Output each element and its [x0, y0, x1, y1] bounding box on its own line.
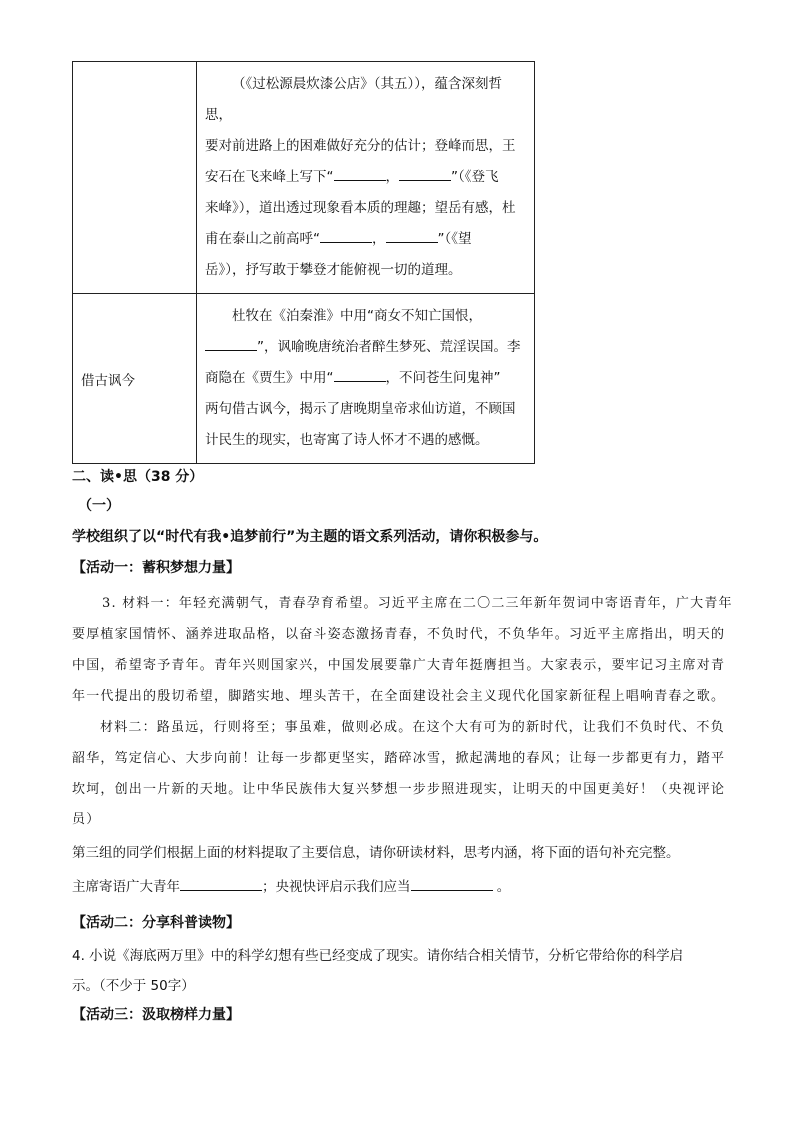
material-1-line: 3. 材料一：年轻充满朝气，青春孕育希望。习近平主席在二〇二三年新年贺词中寄语青年，广大青年 — [102, 596, 733, 611]
material-2-line: 员） — [72, 812, 101, 827]
text-line: 杜牧在《泊秦淮》中用“商女不知亡国恨， — [232, 308, 482, 324]
text-segment: ”（《望 — [437, 231, 472, 247]
text-line: 要对前进路上的困难做好充分的估计；登峰而思，王 — [205, 138, 516, 154]
text-line: 岳》），抒写敢于攀登才能俯视一切的道理。 — [205, 262, 462, 278]
table-row — [73, 62, 535, 294]
fill-blank[interactable] — [399, 166, 451, 181]
section-title: 二、读•思（38 分） — [72, 469, 204, 485]
text-segment: ”（《登飞 — [451, 169, 499, 185]
material-2-line: 坎坷，创出一片新的天地。让中华民族伟大复兴梦想一步步照进现实，让明天的中国更美好！（央视评论 — [72, 782, 726, 797]
activity-1-title: 【活动一：蓄积梦想力量】 — [72, 560, 240, 576]
material-2-line: 材料二：路虽远，行则将至；事虽难，做则必成。在这个大有可为的新时代，让我们不负时代、不负 — [100, 720, 725, 735]
text-line: 计民生的现实，也寄寓了诗人怀才不遇的感慨。 — [205, 432, 489, 448]
material-1-line: 中国，希望寄予青年。青年兴则国家兴，中国发展要靠广大青年挺膺担当。大家表示，要牢记习主席对青 — [72, 658, 726, 673]
fill-sentence — [72, 875, 510, 895]
text-line — [205, 162, 526, 193]
fill-blank[interactable] — [180, 876, 262, 891]
text-segment: ；央视快评启示我们应当 — [262, 879, 411, 895]
text-segment: 。 — [496, 879, 511, 895]
material-1-line: 年一代提出的殷切希望，脚踏实地、埋头苦干，在全面建设社会主义现代化国家新征程上唱响青春之歌。 — [72, 689, 726, 704]
fill-blank[interactable] — [334, 367, 386, 382]
text-line: 来峰》），道出透过现象看本质的理趣；望岳有感，杜 — [205, 200, 516, 216]
question-4-line: 4. 小说《海底两万里》中的科学幻想有些已经变成了现实。请你结合相关情节，分析它带给你的科学启 — [72, 948, 684, 964]
section-subtitle: （一） — [78, 498, 120, 514]
fill-blank[interactable] — [386, 228, 438, 243]
fill-blank[interactable] — [334, 166, 386, 181]
text-line — [205, 224, 526, 255]
text-line — [205, 363, 526, 394]
fill-blank[interactable] — [411, 876, 493, 891]
section-intro: 学校组织了以“时代有我•追梦前行”为主题的语文系列活动，请你积极参与。 — [72, 529, 548, 545]
fill-blank[interactable] — [320, 228, 372, 243]
fill-blank[interactable] — [205, 336, 257, 351]
table-row — [73, 294, 535, 464]
text-line: 两句借古讽今，揭示了唐晚期皇帝求仙访道，不顾国 — [205, 401, 516, 417]
text-line — [205, 332, 526, 363]
text-line: （《过松源晨炊漆公店》（其五）），蕴含深刻哲思， — [205, 76, 502, 123]
comma: ， — [385, 169, 399, 185]
material-1-line: 要厚植家国情怀、涵养进取品格，以奋斗姿态激扬青春，不负时代，不负华年。习近平主席指出，明天的 — [72, 627, 726, 642]
row-label — [73, 62, 197, 294]
text-segment: 主席寄语广大青年 — [72, 879, 180, 895]
text-segment: 商隐在《贾生》中用“ — [205, 370, 334, 386]
question-4-line: 示。（不少于 50字） — [72, 978, 195, 994]
task-instruction: 第三组的同学们根据上面的材料提取了主要信息，请你研读材料，思考内涵，将下面的语句补充完整。 — [72, 845, 680, 861]
material-2-line: 韶华，笃定信心、大步向前！让每一步都更坚实，踏碎冰雪，掀起满地的春风；让每一步都更有力，踏平 — [72, 751, 726, 766]
activity-3-title: 【活动三：汲取榜样力量】 — [72, 1007, 240, 1023]
comma: ， — [372, 231, 386, 247]
row-label: 借古讽今 — [73, 294, 197, 464]
activity-2-title: 【活动二：分享科普读物】 — [72, 915, 240, 931]
text-segment: 安石在飞来峰上写下“ — [205, 169, 334, 185]
poem-table — [72, 61, 535, 464]
row-content — [197, 294, 535, 464]
text-segment: 甫在泰山之前高呼“ — [205, 231, 320, 247]
text-segment: ”，讽喻晚唐统治者醉生梦死、荒淫误国。李 — [257, 339, 521, 355]
row-content — [197, 62, 535, 294]
text-segment: ，不问苍生问鬼神” — [385, 370, 501, 386]
